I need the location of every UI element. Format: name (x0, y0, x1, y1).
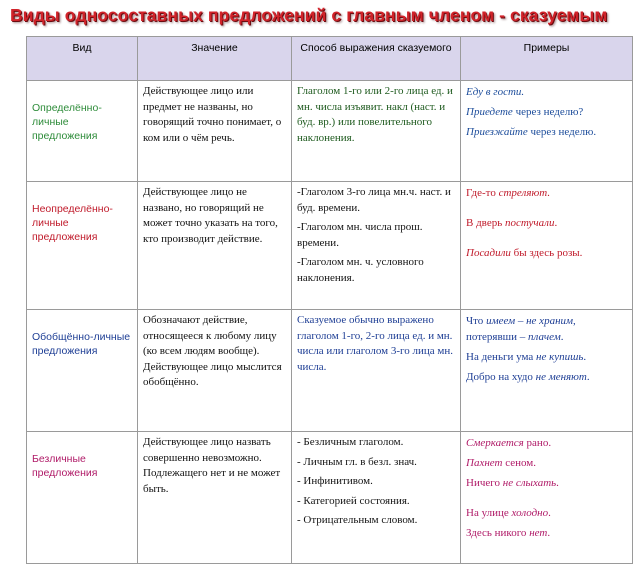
method-line: -Глаголом 3-го лица мн.ч. наст. и буд. времени. (297, 186, 451, 214)
method-line: - Инфинитивом. (297, 475, 373, 487)
header-meaning: Значение (138, 37, 292, 81)
method-line: - Категорией состояния. (297, 494, 410, 507)
table-row (27, 81, 633, 182)
table-row (27, 310, 633, 432)
table-row (27, 182, 633, 310)
method-cell (292, 432, 461, 564)
example-line: Добро на худо не меняют. (466, 371, 590, 383)
meaning-cell: Действующее лицо не названо, но говорящий не может точно указать на того, кто производит действие. (138, 182, 292, 310)
example-line: На улице холодно. (466, 507, 551, 519)
sentence-types-table (26, 36, 632, 564)
method-line: Сказуемое обычно выражено глаголом 1-го, 2-го лица ед. и мн. числа или глаголом 3-го лица мн. числа. (297, 314, 453, 373)
example-line: Что имеем – не храним, потерявши – плачем. (466, 315, 576, 343)
header-method: Способ выражения сказуемого (292, 37, 461, 81)
kind-cell: Безличные предложения (27, 432, 138, 564)
method-cell (292, 310, 461, 432)
method-line: Глаголом 1-го или 2-го лица ед. и мн. числа изъявит. накл (наст. и буд. вр.) или повелительного наклонения. (297, 85, 453, 144)
example-line: Приедете через неделю? (466, 106, 584, 118)
method-line: - Безличным глаголом. (297, 436, 404, 448)
example-line: В дверь постучали. (466, 217, 558, 229)
slide-title: Виды односоставных предложений с главным членом - сказуемым (10, 5, 608, 25)
example-line: На деньги ума не купишь. (466, 351, 587, 363)
kind-cell: Обобщённо-личные предложения (27, 310, 138, 432)
examples-cell (461, 81, 633, 182)
method-line: - Личным гл. в безл. знач. (297, 455, 417, 468)
method-cell (292, 182, 461, 310)
header-examples: Примеры (461, 37, 633, 81)
header-row (27, 37, 633, 81)
header-kind: Вид (27, 37, 138, 81)
kind-cell: Неопределённо-личные предложения (27, 182, 138, 310)
example-line: Смеркается рано. (466, 437, 552, 449)
example-line: Пахнет сеном. (466, 457, 537, 469)
method-line: -Глаголом мн. числа прош. времени. (297, 221, 423, 249)
method-line: -Глаголом мн. ч. условного наклонения. (297, 256, 424, 284)
example-line: Посадили бы здесь розы. (466, 247, 583, 259)
example-line: Ничего не слыхать. (466, 477, 559, 489)
method-cell (292, 81, 461, 182)
example-line: Еду в гости. (466, 86, 525, 98)
examples-cell (461, 310, 633, 432)
example-line: Где-то стреляют. (466, 187, 550, 199)
example-line: Здесь никого нет. (466, 527, 551, 539)
example-line: Приезжайте через неделю. (466, 126, 597, 138)
meaning-cell: Обозначают действие, относящееся к любому лицу (ко всем людям вообще). Действующее лицо мыслится обобщённо. (138, 310, 292, 432)
meaning-cell: Действующее лицо назвать совершенно невозможно. Подлежащего нет и не может быть. (138, 432, 292, 564)
examples-cell (461, 182, 633, 310)
table-row (27, 432, 633, 564)
title-bar (0, 0, 640, 34)
method-line: - Отрицательным словом. (297, 514, 418, 526)
meaning-cell: Действующее лицо или предмет не названы, но говорящий точно понимает, о ком или о чём речь. (138, 81, 292, 182)
examples-cell (461, 432, 633, 564)
kind-cell: Определённо-личные предложения (27, 81, 138, 182)
